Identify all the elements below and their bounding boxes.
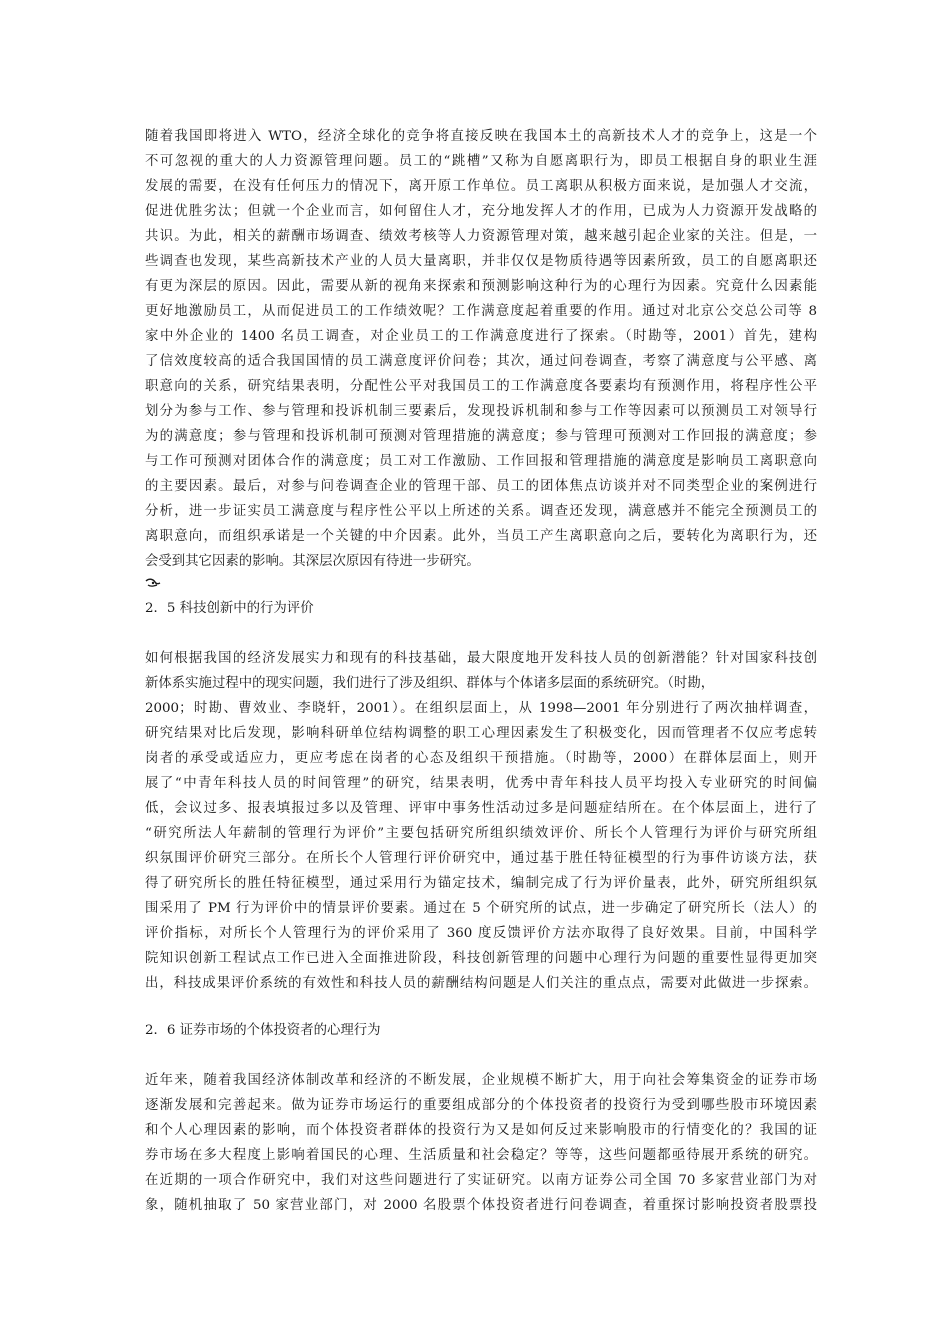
paragraph-line: 院知识创新工程试点工作已进入全面推进阶段，科技创新管理的问题中心理行为问题的重要性显得更加突	[145, 951, 817, 966]
paragraph-line: 不可忽视的重大的人力资源管理问题。员工的“跳槽”又称为自愿离职行为，即员工根据自身的职业生涯	[145, 154, 817, 169]
paragraph-line: 在近期的一项合作研究中，我们对这些问题进行了实证研究。以南方证券公司全国 70 多家营业部门为对	[145, 1173, 817, 1188]
paragraph-line: 岗者的承受或适应力，更应考虑在岗者的心态及组织干预措施。（时勘等，2000）在群体层面上，则开	[145, 751, 817, 766]
paragraph-line: 些调查也发现，某些高新技术产业的人员大量离职，并非仅仅是物质待遇等因素所致，员工的自愿离职还	[145, 254, 817, 269]
paragraph-line: 与工作可预测对团体合作的满意度；员工对工作激励、工作回报和管理措施的满意度是影响员工离职意向	[145, 454, 817, 469]
paragraph-line: 为的满意度；参与管理和投诉机制可预测对管理措施的满意度；参与管理可预测对工作回报的满意度；参	[145, 429, 817, 444]
paragraph-line: 发展的需要，在没有任何压力的情况下，离开原工作单位。员工离职从积极方面来说，是加强人才交流，	[145, 179, 817, 194]
paragraph-line: 划分为参与工作、参与管理和投诉机制三要素后，发现投诉机制和参与工作等因素可以预测员工对领导行	[145, 404, 817, 419]
paragraph-line: 得了研究所长的胜任特征模型，通过采用行为锚定技术，编制完成了行为评价量表，此外，研究所组织氛	[145, 876, 817, 891]
paragraph-line: 离职意向，而组织承诺是一个关键的中介因素。此外，当员工产生离职意向之后，要转化为离职行为，还	[145, 529, 817, 544]
paragraph-line: 如何根据我国的经济发展实力和现有的科技基础，最大限度地开发科技人员的创新潜能？针对国家科技创	[145, 651, 817, 666]
paragraph-line: 展了“中青年科技人员的时间管理”的研究，结果表明，优秀中青年科技人员平均投入专业研究的时间偏	[145, 776, 817, 791]
paragraph-line: 券市场在多大程度上影响着国民的心理、生活质量和社会稳定？等等，这些问题都亟待展开系统的研究。	[145, 1148, 817, 1163]
section-heading: 2．6 证券市场的个体投资者的心理行为	[145, 1023, 381, 1038]
paragraph-line: 了信效度较高的适合我国国情的员工满意度评价问卷；其次，通过问卷调查，考察了满意度与公平感、离	[145, 354, 817, 369]
paragraph-line: 随着我国即将进入 WTO，经济全球化的竞争将直接反映在我国本土的高新技术人才的竞争上，这是一个	[145, 129, 817, 144]
paragraph-line: 分析，进一步证实员工满意度与程序性公平以上所述的关系。调查还发现，满意感并不能完全预测员工的	[145, 504, 817, 519]
paragraph-line: 共识。为此，相关的薪酬市场调查、绩效考核等人力资源管理对策，越来越引起企业家的关注。但是，一	[145, 229, 817, 244]
paragraph-line: 象，随机抽取了 50 家营业部门，对 2000 名股票个体投资者进行问卷调查，着重探讨影响投资者股票投	[145, 1198, 817, 1213]
paragraph-line: 2000；时勘、曹效业、李晓轩，2001）。在组织层面上，从 1998—2001 年分别进行了两次抽样调查，	[145, 701, 817, 716]
paragraph-line: 近年来，随着我国经济体制改革和经济的不断发展，企业规模不断扩大，用于向社会筹集资金的证券市场	[145, 1073, 817, 1088]
paragraph-line: 低，会议过多、报表填报过多以及管理、评审中事务性活动过多是问题症结所在。在个体层面上，进行了	[145, 801, 817, 816]
paragraph-line: 和个人心理因素的影响，而个体投资者群体的投资行为又是如何反过来影响股市的行情变化的？我国的证	[145, 1123, 817, 1138]
paragraph-mark-icon	[145, 577, 161, 589]
section-heading: 2．5 科技创新中的行为评价	[145, 601, 314, 616]
paragraph-line: 围采用了 PM 行为评价中的情景评价要素。通过在 5 个研究所的试点，进一步确定了研究所长（法人）的	[145, 901, 817, 916]
paragraph-line: 的主要因素。最后，对参与问卷调查企业的管理干部、员工的团体焦点访谈并对不同类型企业的案例进行	[145, 479, 817, 494]
paragraph-line: 职意向的关系，研究结果表明，分配性公平对我国员工的工作满意度各要素均有预测作用，将程序性公平	[145, 379, 817, 394]
paragraph-line: 家中外企业的 1400 名员工调查，对企业员工的工作满意度进行了探索。（时勘等，2001）首先，建构	[145, 329, 817, 344]
paragraph-line: 研究结果对比后发现，影响科研单位结构调整的职工心理因素发生了积极变化，因而管理者不仅应考虑转	[145, 726, 817, 741]
paragraph-line: 出，科技成果评价系统的有效性和科技人员的薪酬结构问题是人们关注的重点点，需要对此做进一步探索。	[145, 976, 817, 991]
paragraph-line: 更好地激励员工，从而促进员工的工作绩效呢？工作满意度起着重要的作用。通过对北京公交总公司等 8	[145, 304, 817, 319]
paragraph-line: 有更为深层的原因。因此，需要从新的视角来探索和预测影响这种行为的心理行为因素。究竟什么因素能	[145, 279, 817, 294]
paragraph-line: 促进优胜劣汰；但就一个企业而言，如何留住人才，充分地发挥人才的作用，已成为人力资源开发战略的	[145, 204, 817, 219]
paragraph-line: 织氛围评价研究三部分。在所长个人管理行评价研究中，通过基于胜任特征模型的行为事件访谈方法，获	[145, 851, 817, 866]
paragraph-line: 评价指标，对所长个人管理行为的评价采用了 360 度反馈评价方法亦取得了良好效果。目前，中国科学	[145, 926, 817, 941]
paragraph-line: “研究所法人年薪制的管理行为评价”主要包括研究所组织绩效评价、所长个人管理行为评价与研究所组	[145, 826, 817, 841]
paragraph-line: 会受到其它因素的影响。其深层次原因有待进一步研究。	[145, 554, 480, 569]
paragraph-line: 新体系实施过程中的现实问题，我们进行了涉及组织、群体与个体诸多层面的系统研究。（时勘，	[145, 676, 715, 691]
paragraph-line: 逐渐发展和完善起来。做为证券市场运行的重要组成部分的个体投资者的投资行为受到哪些股市环境因素	[145, 1098, 817, 1113]
